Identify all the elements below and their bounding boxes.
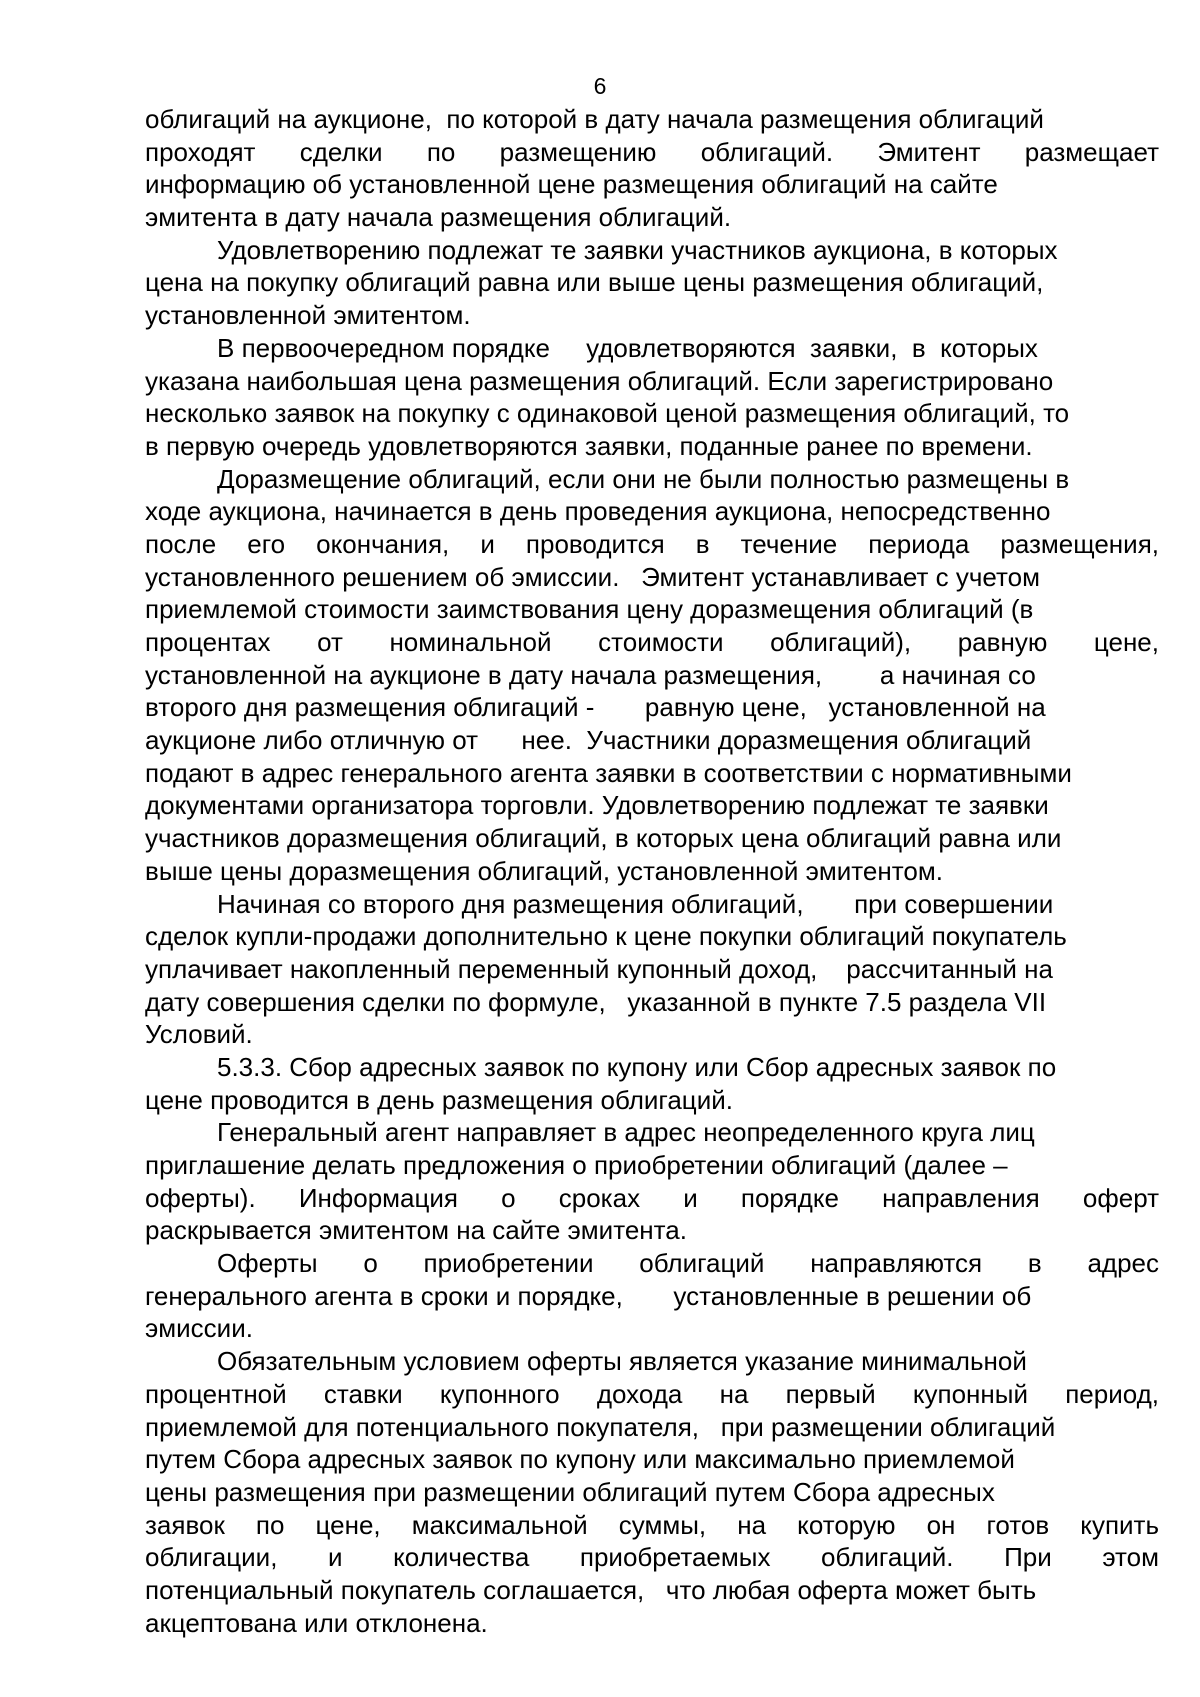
text-line: подают в адрес генерального агента заявки в соответствии с нормативными [145, 757, 1072, 788]
text-line: ходе аукциона, начинается в день проведения аукциона, непосредственно [145, 496, 1051, 527]
text-line: эмитента в дату начала размещения облигаций. [145, 202, 732, 233]
text-line: приемлемой стоимости заимствования цену доразмещения облигаций (в [145, 594, 1034, 625]
text-line: участников доразмещения облигаций, в которых цена облигаций равна или [145, 823, 1062, 854]
text-line: приемлемой для потенциального покупателя, при размещении облигаций [145, 1411, 1056, 1442]
text-line: эмиссии. [145, 1313, 253, 1344]
text-line: второго дня размещения облигаций - равную цене, установленной на [145, 692, 1046, 723]
text-line: Доразмещение облигаций, если они не были полностью размещены в [217, 463, 1070, 494]
text-line: Удовлетворению подлежат те заявки участников аукциона, в которых [217, 234, 1058, 265]
text-line: цене проводится в день размещения облигаций. [145, 1084, 733, 1115]
text-line: оферты). Информация о сроках и порядке направления оферт [145, 1182, 1159, 1213]
text-line: установленного решением об эмиссии. Эмитент устанавливает с учетом [145, 561, 1040, 592]
text-line: после его окончания, и проводится в течение периода размещения, [145, 528, 1159, 559]
text-line: информацию об установленной цене размещения облигаций на сайте [145, 169, 998, 200]
text-line: установленной на аукционе в дату начала размещения, а начиная со [145, 659, 1036, 690]
text-line: Оферты о приобретении облигаций направляются в адрес [217, 1248, 1159, 1279]
text-line: потенциальный покупатель соглашается, что любая оферта может быть [145, 1574, 1037, 1605]
text-line: цена на покупку облигаций равна или выше цены размещения облигаций, [145, 267, 1044, 298]
text-line: Обязательным условием оферты является указание минимальной [217, 1346, 1027, 1377]
text-line: Начиная со второго дня размещения облигаций, при совершении [217, 888, 1054, 919]
text-line: заявок по цене, максимальной суммы, на которую он готов купить [145, 1509, 1159, 1540]
page-number: 6 [593, 73, 607, 99]
body-text [145, 103, 1159, 1639]
text-line: раскрывается эмитентом на сайте эмитента. [145, 1215, 687, 1246]
text-line: акцептована или отклонена. [145, 1607, 488, 1638]
text-line: облигаций на аукционе, по которой в дату начала размещения облигаций [145, 104, 1044, 134]
text-line: Условий. [145, 1019, 253, 1050]
text-line: сделок купли-продажи дополнительно к цене покупки облигаций покупатель [145, 921, 1067, 952]
text-line: дату совершения сделки по формуле, указанной в пункте 7.5 раздела VII [145, 986, 1047, 1017]
text-line: Генеральный агент направляет в адрес неопределенного круга лиц [217, 1117, 1035, 1148]
text-line: цены размещения при размещении облигаций путем Сбора адресных [145, 1476, 995, 1507]
text-line: проходят сделки по размещению облигаций. Эмитент размещает [145, 136, 1159, 167]
text-line: выше цены доразмещения облигаций, установленной эмитентом. [145, 855, 943, 886]
text-line: в первую очередь удовлетворяются заявки, поданные ранее по времени. [145, 430, 1033, 461]
text-line: путем Сбора адресных заявок по купону или максимально приемлемой [145, 1444, 1015, 1475]
text-line: несколько заявок на покупку с одинаковой ценой размещения облигаций, то [145, 398, 1070, 429]
text-line: облигации, и количества приобретаемых облигаций. При этом [145, 1542, 1159, 1573]
text-line: В первоочередном порядке удовлетворяются заявки, в которых [217, 332, 1038, 363]
text-line: процентной ставки купонного дохода на первый купонный период, [145, 1378, 1159, 1409]
text-line: аукционе либо отличную от нее. Участники доразмещения облигаций [145, 725, 1032, 756]
text-line: документами организатора торговли. Удовлетворению подлежат те заявки [145, 790, 1049, 821]
text-line: генерального агента в сроки и порядке, установленные в решении об [145, 1280, 1032, 1311]
text-line: установленной эмитентом. [145, 300, 471, 331]
text-line: указана наибольшая цена размещения облигаций. Если зарегистрировано [145, 365, 1054, 396]
text-line: приглашение делать предложения о приобретении облигаций (далее – [145, 1150, 1008, 1180]
text-line: уплачивает накопленный переменный купонный доход, рассчитанный на [145, 953, 1053, 984]
text-line: процентах от номинальной стоимости облигаций), равную цене, [145, 627, 1159, 657]
text-line: 5.3.3. Сбор адресных заявок по купону или Сбор адресных заявок по [217, 1051, 1057, 1082]
